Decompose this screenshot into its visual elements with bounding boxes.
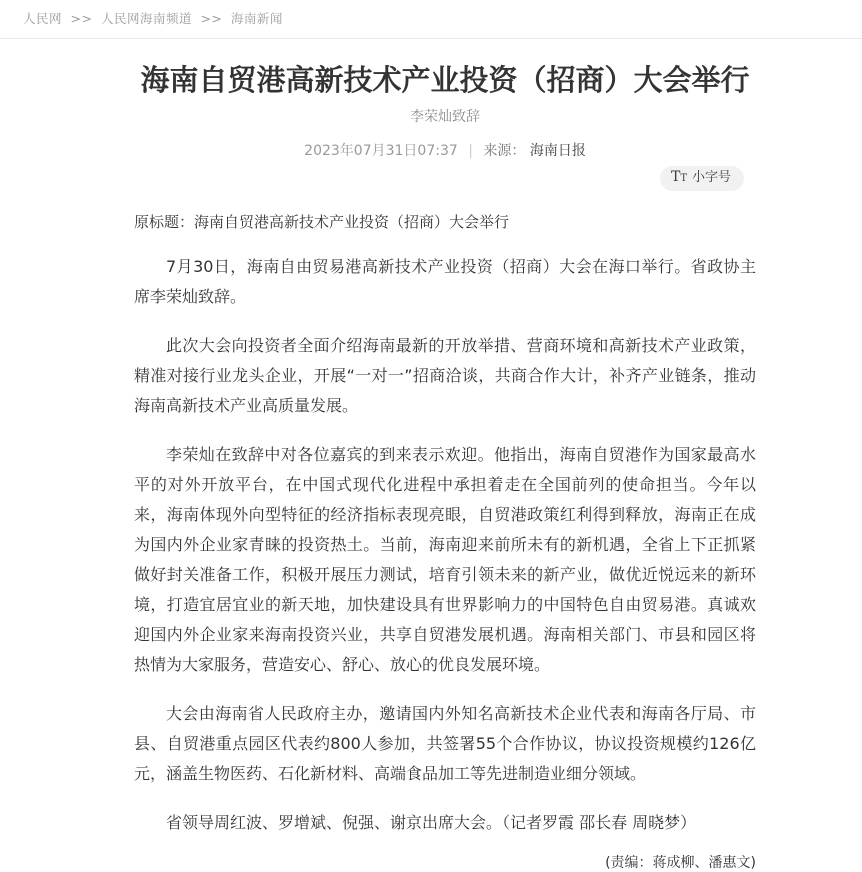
original-title: 原标题：海南自贸港高新技术产业投资（招商）大会举行	[134, 213, 510, 231]
font-size-icon-small: T	[680, 173, 687, 184]
source-label: 来源：	[483, 143, 526, 159]
article-body	[134, 252, 756, 838]
article-paragraph: 李荣灿在致辞中对各位嘉宾的到来表示欢迎。他指出，海南自贸港作为国家最高水平的对外开放平台，在中国式现代化进程中承担着走在全国前列的使命担当。今年以来，海南体现外向型特征的经济指标表现亮眼，自贸港政策红利得到释放，海南正在成为国内外企业家青睐的投资热土。当前，海南迎来前所未有的新机遇，全省上下正抓紧做好封关准备工作，积极开展压力测试，培育引领未来的新产业，做优近悦远来的新环境，打造宜居宜业的新天地，加快建设具有世界影响力的中国特色自由贸易港。真诚欢迎国内外企业家来海南投资兴业，共享自贸港发展机遇。海南相关部门、市县和园区将热情为大家服务，营造安心、舒心、放心的优良发展环境。	[134, 445, 756, 674]
breadcrumb	[0, 0, 862, 27]
font-size-icon: T	[670, 169, 681, 185]
article-meta	[134, 142, 756, 160]
publish-time: 2023年07月31日07:37	[304, 143, 458, 159]
meta-separator: |	[468, 143, 473, 159]
breadcrumb-link-hainan-news[interactable]: 海南新闻	[230, 11, 283, 26]
article-paragraph: 大会由海南省人民政府主办，邀请国内外知名高新技术企业代表和海南各厅局、市县、自贸港重点园区代表约800人参加，共签署55个合作协议，协议投资规模约126亿元，涵盖生物医药、石化新材料、高端食品加工等先进制造业细分领域。	[134, 704, 756, 783]
breadcrumb-link-hainan-channel[interactable]: 人民网海南频道	[100, 11, 192, 26]
article-paragraph: 省领导周红波、罗增斌、倪强、谢京出席大会。（记者罗霞 邵长春 周晓梦）	[166, 813, 697, 832]
breadcrumb-separator: >>	[200, 11, 223, 26]
article-paragraph: 此次大会向投资者全面介绍海南最新的开放举措、营商环境和高新技术产业政策，精准对接行业龙头企业，开展“一对一”招商洽谈，共商合作大计，补齐产业链条，推动海南高新技术产业高质量发展。	[134, 336, 756, 415]
article-subtitle: 李荣灿致辞	[410, 109, 480, 125]
page-title: 海南自贸港高新技术产业投资（招商）大会举行	[140, 63, 750, 97]
breadcrumb-separator: >>	[70, 11, 93, 26]
article	[134, 62, 756, 872]
editors-note: (责编：蒋成柳、潘惠文)	[605, 855, 756, 871]
article-paragraph: 7月30日，海南自由贸易港高新技术产业投资（招商）大会在海口举行。省政协主席李荣灿致辞。	[134, 257, 756, 306]
article-toolbar	[134, 166, 756, 192]
source-name: 海南日报	[529, 143, 586, 159]
font-size-button[interactable]	[660, 166, 744, 191]
breadcrumb-link-home[interactable]: 人民网	[23, 11, 63, 26]
font-size-button-label: 小字号	[691, 170, 731, 185]
header-divider	[0, 38, 862, 39]
